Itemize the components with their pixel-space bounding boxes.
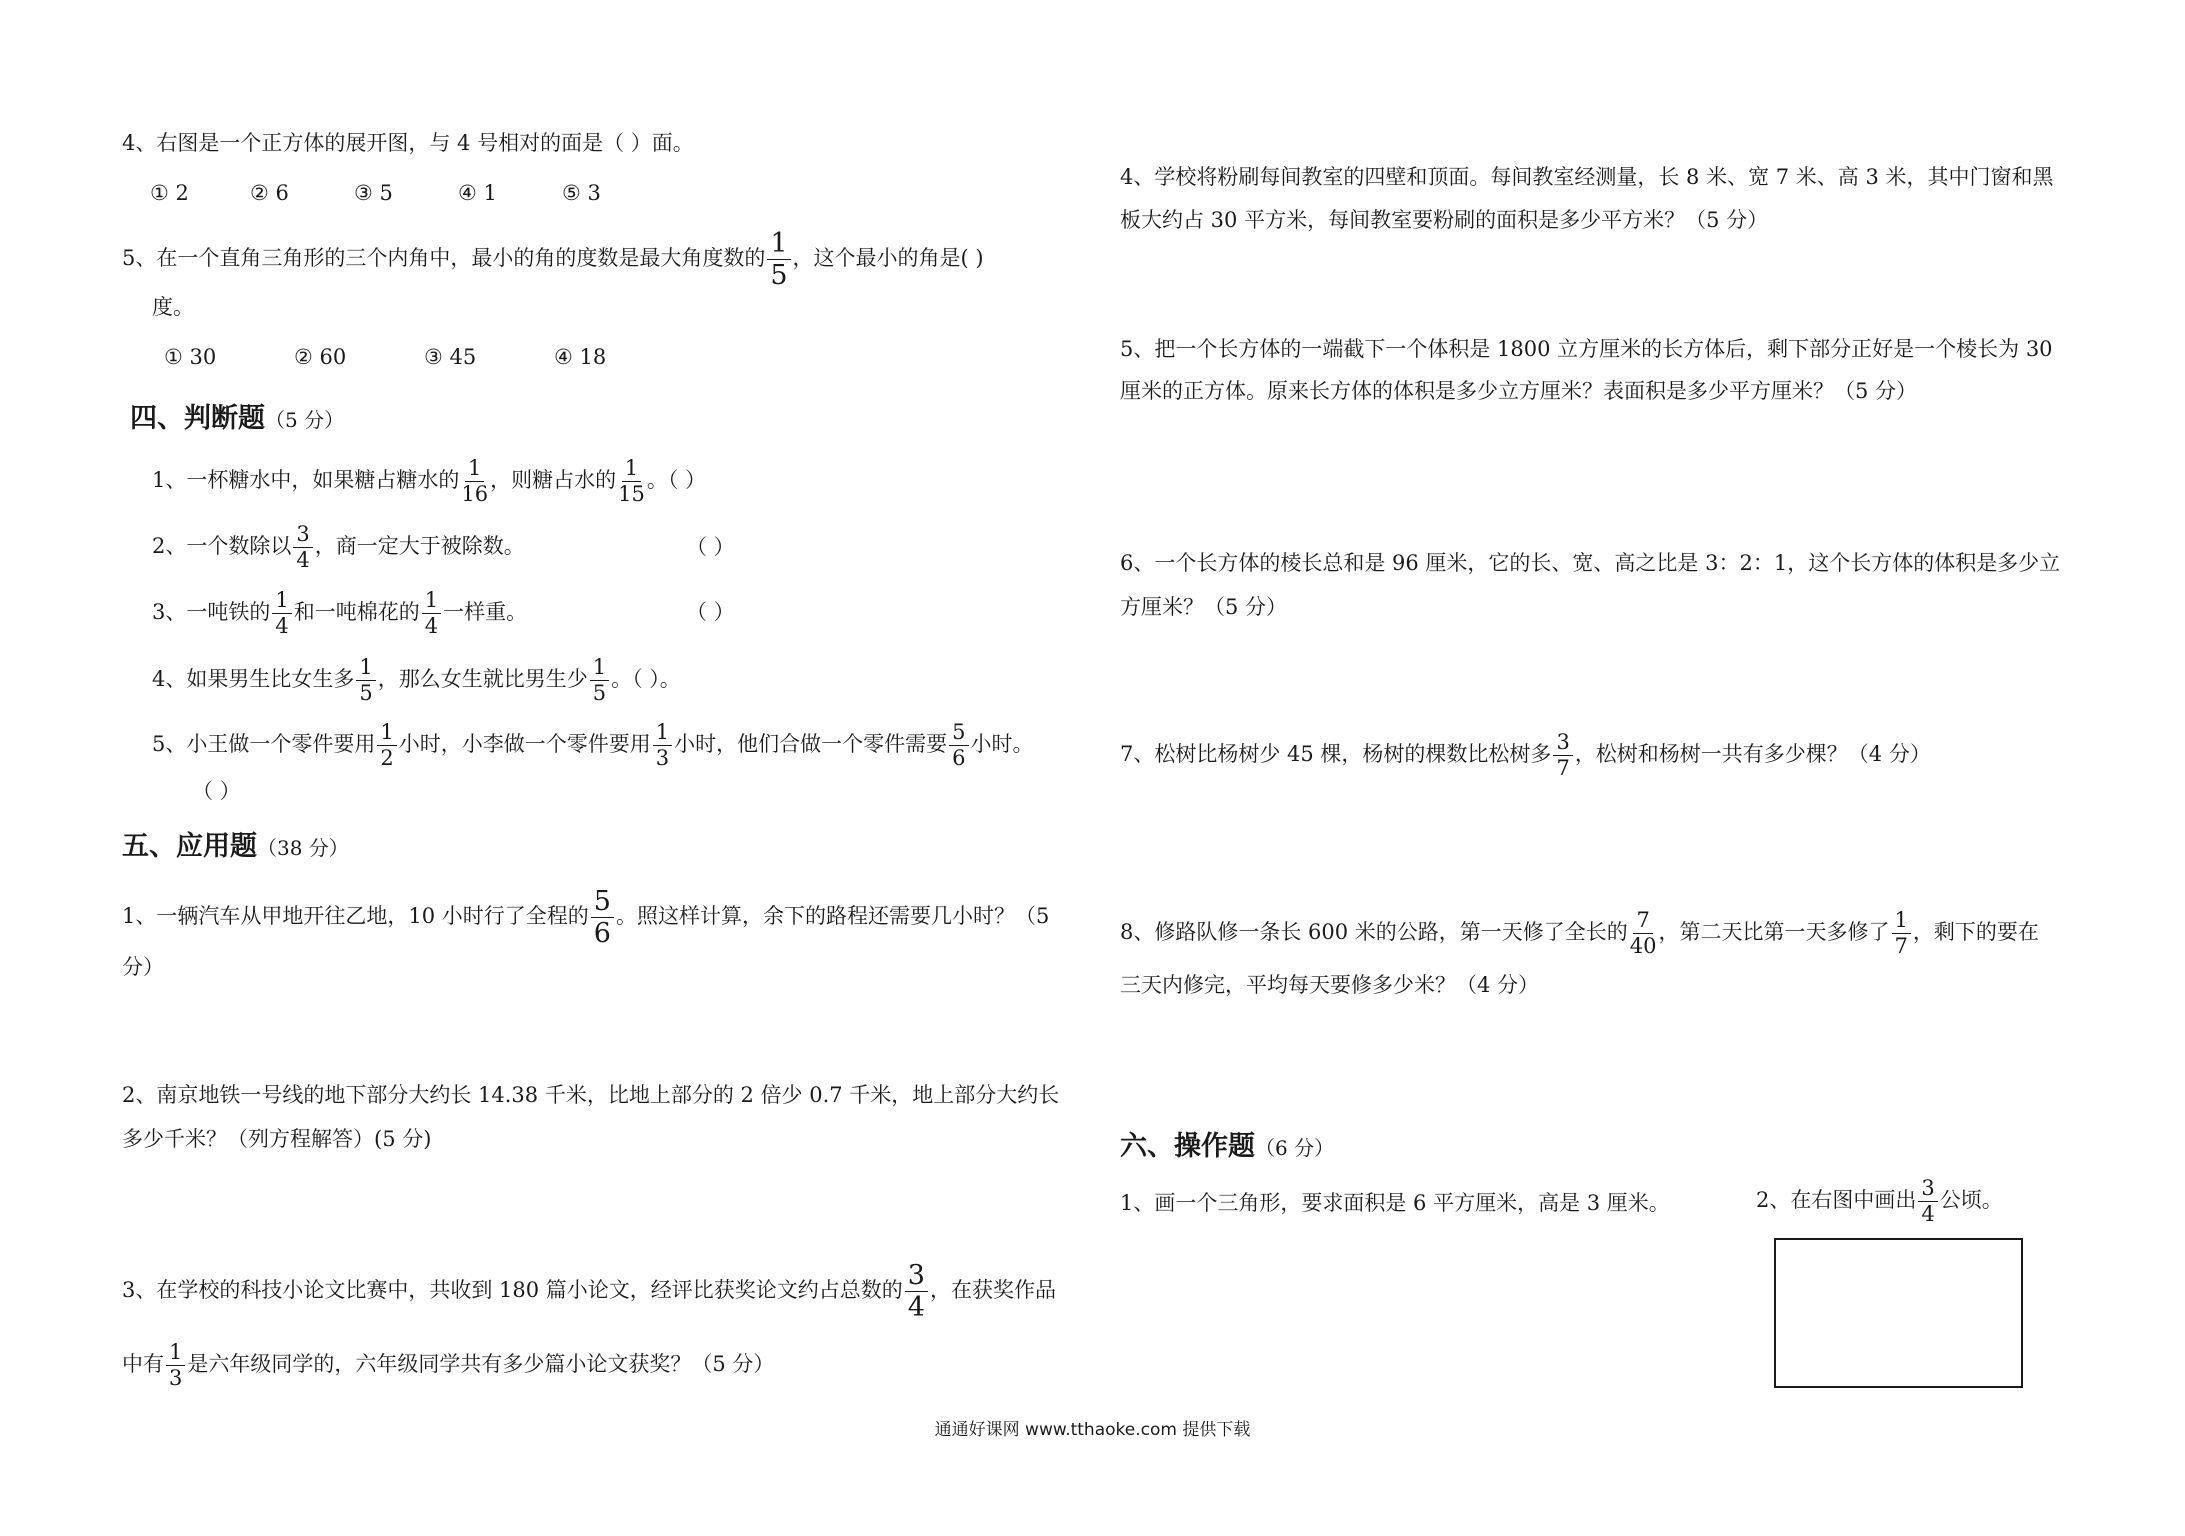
judge-2: 2、一个数除以 $\frac{3}{4}$ ，商一定大于被除数。 — [152, 522, 525, 572]
option: ① 2 — [150, 181, 189, 205]
section-4-title: 四、判断题（5 分） — [130, 403, 345, 434]
option: ④ 1 — [458, 181, 497, 205]
question-5-options — [164, 342, 606, 372]
fraction: $\frac{1}{3}$ — [653, 722, 672, 769]
option: ⑤ 3 — [562, 181, 601, 205]
question-4-line: 4、右图是一个正方体的展开图，与 4 号相对的面是（ ）面。 — [122, 131, 694, 155]
application-1-line2: 分） — [122, 955, 164, 979]
fraction: $\frac{1}{5}$ — [356, 657, 375, 704]
fraction: $\frac{1}{3}$ — [166, 1342, 185, 1389]
operation-2: 2、在右图中画出 $\frac{3}{4}$ 公顷。 — [1756, 1176, 2003, 1226]
question-r7: 7、松树比杨树少 45 棵，杨树的棵数比松树多 $\frac{3}{7}$ ，松树和杨树一共有多少棵？（4 分） — [1120, 730, 1931, 780]
fraction: $\frac{1}{5}$ — [767, 230, 790, 289]
question-r6-line2: 方厘米？（5 分） — [1120, 595, 1288, 619]
judge-5: 5、小王做一个零件要用 $\frac{1}{2}$ 小时，小李做一个零件要用 $\frac{1}{3}$ 小时，他们合做一个零件需要 $\frac{5}{6}$ 小时。 — [152, 720, 1034, 770]
fraction: $\frac{3}{4}$ — [1918, 1178, 1937, 1225]
judge-2-answer: （ ） — [686, 535, 735, 559]
fraction: $\frac{1}{15}$ — [618, 456, 645, 506]
option: ③ 5 — [354, 181, 393, 205]
fraction: $\frac{7}{40}$ — [1629, 908, 1657, 958]
footer-text: 通通好课网 www.tthaoke.com 提供下载 — [934, 1420, 1251, 1440]
option: ① 30 — [164, 345, 217, 369]
judge-4: 4、如果男生比女生多 $\frac{1}{5}$ ，那么女生就比男生少 $\frac{1}{5}$ 。（ ）。 — [152, 655, 681, 705]
fraction: $\frac{5}{6}$ — [591, 888, 614, 947]
fraction: $\frac{3}{4}$ — [293, 524, 312, 571]
judge-5-answer: （ ） — [192, 779, 241, 803]
question-r8: 8、修路队修一条长 600 米的公路，第一天修了全长的 $\frac{7}{40}$ ，第二天比第一天多修了 $\frac{1}{7}$ ，剩下的要在 — [1120, 908, 2039, 958]
question-5-line: 5、在一个直角三角形的三个内角中，最小的角的度数是最大角度数的 $\frac{1}{5}$ ，这个最小的角是( ) — [122, 228, 984, 291]
option: ② 60 — [294, 345, 347, 369]
judge-3-answer: （ ） — [686, 600, 735, 624]
application-3: 3、在学校的科技小论文比赛中，共收到 180 篇小论文，经评比获奖论文约占总数的 $\frac{3}{4}$ ，在获奖作品 — [122, 1260, 1056, 1323]
question-r5-line1: 5、把一个长方体的一端截下一个体积是 1800 立方厘米的长方体后，剩下部分正好是一个棱长为 30 — [1120, 337, 2053, 361]
fraction: $\frac{5}{6}$ — [949, 722, 968, 769]
application-1: 1、一辆汽车从甲地开往乙地，10 小时行了全程的 $\frac{5}{6}$ 。照这样计算，余下的路程还需要几小时？（5 — [122, 886, 1050, 949]
judge-3: 3、一吨铁的 $\frac{1}{4}$ 和一吨棉花的 $\frac{1}{4}$ 一样重。 — [152, 588, 528, 638]
question-r6-line1: 6、一个长方体的棱长总和是 96 厘米，它的长、宽、高之比是 3：2：1，这个长方体的体积是多少立 — [1120, 551, 2061, 575]
question-r4-line2: 板大约占 30 平方米，每间教室要粉刷的面积是多少平方米？（5 分） — [1120, 208, 1769, 232]
section-5-title: 五、应用题（38 分） — [122, 831, 349, 862]
question-r4-line1: 4、学校将粉刷每间教室的四壁和顶面。每间教室经测量，长 8 米、宽 7 米、高 3 米，其中门窗和黑 — [1120, 165, 2054, 189]
fraction: $\frac{1}{2}$ — [377, 722, 396, 769]
judge-1: 1、一杯糖水中，如果糖占糖水的 $\frac{1}{16}$ ，则糖占水的 $\frac{1}{15}$ 。（ ） — [152, 456, 707, 506]
drawing-rectangle — [1774, 1238, 2023, 1388]
question-5-line2: 度。 — [152, 295, 194, 319]
fraction: $\frac{1}{4}$ — [272, 590, 291, 637]
option: ② 6 — [250, 181, 289, 205]
application-2-line1: 2、南京地铁一号线的地下部分大约长 14.38 千米，比地上部分的 2 倍少 0.7 千米，地上部分大约长 — [122, 1083, 1060, 1107]
question-r5-line2: 厘米的正方体。原来长方体的体积是多少立方厘米？表面积是多少平方厘米？（5 分） — [1120, 379, 1918, 403]
operation-1: 1、画一个三角形，要求面积是 6 平方厘米，高是 3 厘米。 — [1120, 1191, 1670, 1215]
fraction: $\frac{1}{7}$ — [1892, 910, 1911, 957]
option: ④ 18 — [554, 345, 607, 369]
fraction: $\frac{1}{16}$ — [461, 456, 489, 506]
question-r8-line2: 三天内修完，平均每天要修多少米？（4 分） — [1120, 973, 1540, 997]
fraction: $\frac{1}{4}$ — [422, 590, 441, 637]
fraction: $\frac{3}{7}$ — [1553, 732, 1572, 779]
application-3-line2: 中有 $\frac{1}{3}$ 是六年级同学的，六年级同学共有多少篇小论文获奖？（5 分） — [122, 1340, 775, 1390]
fraction: $\frac{1}{5}$ — [590, 657, 609, 704]
option: ③ 45 — [424, 345, 477, 369]
question-4-options — [150, 178, 601, 208]
application-2-line2: 多少千米？（列方程解答）(5 分) — [122, 1127, 432, 1151]
section-6-title: 六、操作题（6 分） — [1120, 1131, 1335, 1162]
fraction: $\frac{3}{4}$ — [905, 1262, 928, 1321]
